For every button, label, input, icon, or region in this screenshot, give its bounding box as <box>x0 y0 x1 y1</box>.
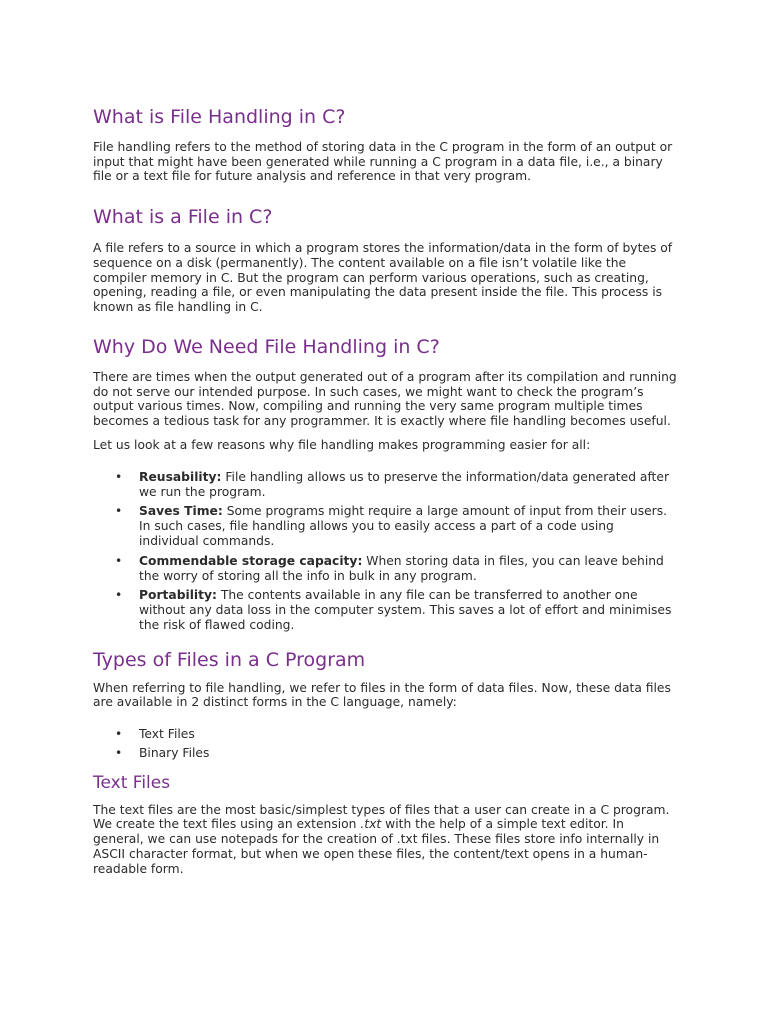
list-item-reusability <box>115 469 677 500</box>
paragraph-text-files <box>93 803 677 877</box>
reasons-list <box>93 470 677 633</box>
paragraph-why-need-1: There are times when the output generated out of a program after its compilation and running do not serve our intended purpose. In such cases, we might want to check the program’s output various times. Now, compiling and running the very same program multiple times becomes a tedious task for any programmer. It is exactly where file handling becomes useful. <box>93 369 677 429</box>
file-types-list <box>93 727 677 761</box>
document-page <box>93 106 677 877</box>
bullet-icon: • <box>115 469 123 484</box>
txt-extension: .txt <box>360 817 382 832</box>
list-item-storage-capacity <box>115 553 677 584</box>
bullet-icon: • <box>115 746 123 761</box>
term-label: Commendable storage capacity: <box>139 553 363 568</box>
term-label: Portability: <box>139 588 217 603</box>
list-item-binary-files <box>115 746 677 761</box>
term-label: Reusability: <box>139 469 222 484</box>
paragraph-why-need-2: Let us look at a few reasons why file handling makes programming easier for all: <box>93 437 591 452</box>
term-label: Saves Time: <box>139 504 223 519</box>
heading-what-is-file-handling: What is File Handling in C? <box>93 106 346 128</box>
term-description: Some programs might require a large amount of input from their users. In such cases, file handling allows you to easily access a part of a code using individual commands. <box>139 504 668 548</box>
heading-types-of-files: Types of Files in a C Program <box>93 648 366 671</box>
bullet-icon: • <box>115 553 123 568</box>
term-description: When storing data in files, you can leave behind the worry of storing all the info in bulk in any program. <box>139 553 664 583</box>
heading-text-files: Text Files <box>93 773 171 794</box>
list-item-portability <box>115 588 677 632</box>
paragraph-what-is-a-file: A file refers to a source in which a program stores the information/data in the form of bytes of sequence on a disk (permanently). The content available on a file isn’t volatile like the compiler memory in C. But the program can perform various operations, such as creating, opening, reading a file, or even manipulating the data present inside the file. This process is known as file handling in C. <box>93 240 673 315</box>
term-description: File handling allows us to preserve the information/data generated after we run the program. <box>139 469 670 499</box>
bullet-icon: • <box>115 727 123 742</box>
list-item-label: Text Files <box>139 727 195 742</box>
bullet-icon: • <box>115 588 123 603</box>
list-item-text-files <box>115 727 677 742</box>
paragraph-types-of-files: When referring to file handling, we refer to files in the form of data files. Now, these data files are available in 2 distinct forms in the C language, namely: <box>93 680 671 710</box>
list-item-label: Binary Files <box>139 746 210 761</box>
term-description: The contents available in any file can be transferred to another one without any data loss in the computer system. This saves a lot of effort and minimises the risk of flawed coding. <box>139 588 672 632</box>
text-files-body-end: with the help of a simple text editor. In general, we can use notepads for the creation of .txt files. These files store info internally in ASCII character format, but when we open these files, the content/text opens in a human-readable form. <box>93 817 660 876</box>
heading-what-is-a-file: What is a File in C? <box>93 206 273 229</box>
text-files-body-start: The text files are the most basic/simplest types of files that a user can create in a C program. We create the text files using an extension <box>93 802 670 832</box>
bullet-icon: • <box>115 504 123 519</box>
paragraph-file-handling: File handling refers to the method of storing data in the C program in the form of an output or input that might have been generated while running a C program in a data file, i.e., a binary file or a text file for future analysis and reference in that very program. <box>93 139 673 184</box>
list-item-saves-time <box>115 504 677 548</box>
heading-why-need-file-handling: Why Do We Need File Handling in C? <box>93 335 440 358</box>
